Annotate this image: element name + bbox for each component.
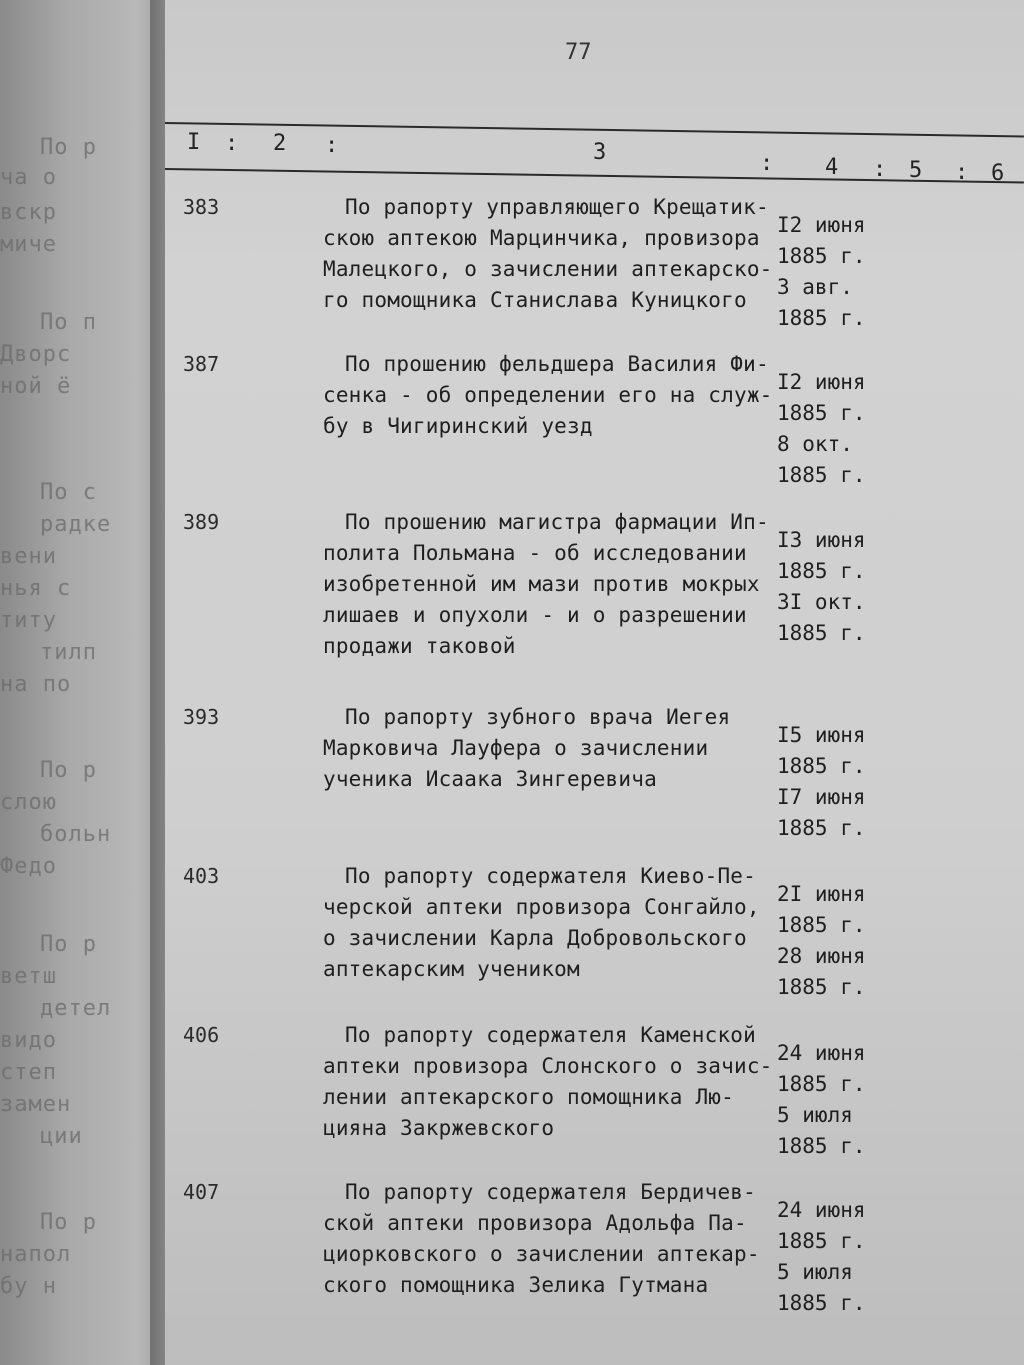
entry-date: 1885 г. — [777, 401, 866, 425]
facing-page-text-fragment: вскр — [0, 200, 57, 225]
entry-date: 1885 г. — [777, 1291, 866, 1315]
entry-date: 1885 г. — [777, 244, 866, 268]
entry-number: 387 — [183, 352, 220, 376]
facing-page-text-fragment: ции — [40, 1124, 83, 1149]
column-header-4: 4 — [825, 155, 839, 180]
entry-description-line: По прошению магистра фармации Ип- — [345, 510, 769, 534]
facing-page-left — [0, 0, 170, 1365]
entry-description-line: По прошению фельдшера Василия Фи- — [345, 352, 769, 376]
entry-date: 1885 г. — [777, 559, 866, 583]
column-separator: : — [225, 131, 239, 156]
entry-description-line: циорковского о зачислении аптекар- — [323, 1242, 760, 1266]
entry-date: 1885 г. — [777, 1229, 866, 1253]
entry-description-line: По рапорту содержателя Киево-Пе- — [345, 864, 756, 888]
entry-description-line: сенка - об определении его на служ- — [323, 383, 773, 407]
facing-page-text-fragment: По р — [40, 1210, 97, 1235]
facing-page-text-fragment: больн — [40, 822, 112, 847]
facing-page-text-fragment: По п — [40, 310, 97, 335]
entry-number: 406 — [183, 1023, 220, 1047]
entry-description-line: черской аптеки провизора Сонгайло, — [323, 895, 760, 919]
entry-description-line: Марковича Лауфера о зачислении — [323, 736, 709, 760]
entry-description-line: полита Польмана - об исследовании — [323, 541, 747, 565]
entry-number: 383 — [183, 195, 220, 219]
column-header-6: 6 — [991, 161, 1005, 186]
facing-page-text-fragment: напол — [0, 1242, 72, 1267]
entry-date: 1885 г. — [777, 1072, 866, 1096]
entry-date: 8 окт. — [777, 432, 853, 456]
entry-date: I7 июня — [777, 785, 866, 809]
entry-description-line: По рапорту зубного врача Иегея — [345, 705, 731, 729]
entry-number: 393 — [183, 705, 220, 729]
entry-description-line: скою аптекою Марцинчика, провизора — [323, 226, 760, 250]
entry-date: 3I окт. — [777, 590, 866, 614]
entry-number: 389 — [183, 510, 220, 534]
entry-date: 28 июня — [777, 944, 866, 968]
entry-description-line: аптекарским учеником — [323, 957, 580, 981]
entry-number: 403 — [183, 864, 220, 888]
entry-date: 3 авг. — [777, 275, 853, 299]
entry-date: 5 июля — [777, 1260, 853, 1284]
entry-description-line: Малецкого, о зачислении аптекарско- — [323, 257, 773, 281]
facing-page-text-fragment: слою — [0, 790, 57, 815]
entry-description-line: По рапорту управляющего Крещатик- — [345, 195, 769, 219]
column-separator: : — [873, 157, 887, 182]
facing-page-text-fragment: нья с — [0, 576, 72, 601]
column-header-1: I — [187, 130, 201, 155]
entry-date: 24 июня — [777, 1198, 866, 1222]
column-separator: : — [955, 160, 969, 185]
document-page — [165, 0, 1024, 1365]
facing-page-text-fragment: По р — [40, 758, 97, 783]
facing-page-text-fragment: степ — [0, 1060, 57, 1085]
facing-page-text-fragment: По р — [40, 135, 97, 160]
entry-date: 2I июня — [777, 882, 866, 906]
facing-page-text-fragment: Федо — [0, 854, 57, 879]
facing-page-text-fragment: Дворс — [0, 342, 72, 367]
facing-page-text-fragment: детел — [40, 996, 112, 1021]
column-header-3: 3 — [593, 140, 607, 165]
column-header-2: 2 — [273, 131, 287, 156]
entry-description-line: лении аптекарского помощника Лю- — [323, 1085, 734, 1109]
entry-description-line: го помощника Станислава Куницкого — [323, 288, 747, 312]
facing-page-text-fragment: миче — [0, 232, 57, 257]
entry-description-line: лишаев и опухоли - и о разрешении — [323, 603, 747, 627]
entry-date: 1885 г. — [777, 1134, 866, 1158]
entry-date: I5 июня — [777, 723, 866, 747]
entry-description-line: По рапорту содержателя Каменской — [345, 1023, 756, 1047]
entry-date: 24 июня — [777, 1041, 866, 1065]
entry-date: 1885 г. — [777, 816, 866, 840]
facing-page-text-fragment: тилп — [40, 640, 97, 665]
facing-page-text-fragment: на по — [0, 672, 72, 697]
column-separator: : — [760, 151, 774, 176]
table-header-bottom-rule — [165, 168, 1024, 183]
facing-page-text-fragment: бу н — [0, 1274, 57, 1299]
entry-date: 1885 г. — [777, 975, 866, 999]
entry-date: 1885 г. — [777, 913, 866, 937]
entry-description-line: По рапорту содержателя Бердичев- — [345, 1180, 756, 1204]
facing-page-text-fragment: ной ё — [0, 374, 72, 399]
facing-page-text-fragment: По р — [40, 932, 97, 957]
entry-description-line: о зачислении Карла Добровольского — [323, 926, 747, 950]
entry-description-line: аптеки провизора Слонского о зачис- — [323, 1054, 773, 1078]
facing-page-text-fragment: титу — [0, 608, 57, 633]
entry-description-line: бу в Чигиринский уезд — [323, 414, 593, 438]
facing-page-text-fragment: По с — [40, 480, 97, 505]
entry-date: 1885 г. — [777, 306, 866, 330]
facing-page-text-fragment: ча о — [0, 165, 57, 190]
facing-page-text-fragment: вени — [0, 544, 57, 569]
entry-description-line: цияна Закржевского — [323, 1116, 555, 1140]
page-number: 77 — [565, 40, 592, 65]
entry-date: 1885 г. — [777, 463, 866, 487]
entry-date: I2 июня — [777, 213, 866, 237]
entry-date: 5 июля — [777, 1103, 853, 1127]
column-header-5: 5 — [909, 158, 923, 183]
entry-number: 407 — [183, 1180, 220, 1204]
entry-date: I3 июня — [777, 528, 866, 552]
entry-description-line: ученика Исаака Зингеревича — [323, 767, 657, 791]
entry-date: I2 июня — [777, 370, 866, 394]
facing-page-text-fragment: видо — [0, 1028, 57, 1053]
entry-description-line: ского помощника Зелика Гутмана — [323, 1273, 709, 1297]
facing-page-text-fragment: замен — [0, 1092, 72, 1117]
table-header-top-rule — [165, 122, 1024, 137]
entry-description-line: ской аптеки провизора Адольфа Па- — [323, 1211, 747, 1235]
facing-page-text-fragment: ветш — [0, 964, 57, 989]
column-separator: : — [325, 133, 339, 158]
entry-description-line: изобретенной им мази против мокрых — [323, 572, 760, 596]
entry-date: 1885 г. — [777, 621, 866, 645]
facing-page-text-fragment: радке — [40, 512, 112, 537]
entry-date: 1885 г. — [777, 754, 866, 778]
entry-description-line: продажи таковой — [323, 634, 516, 658]
